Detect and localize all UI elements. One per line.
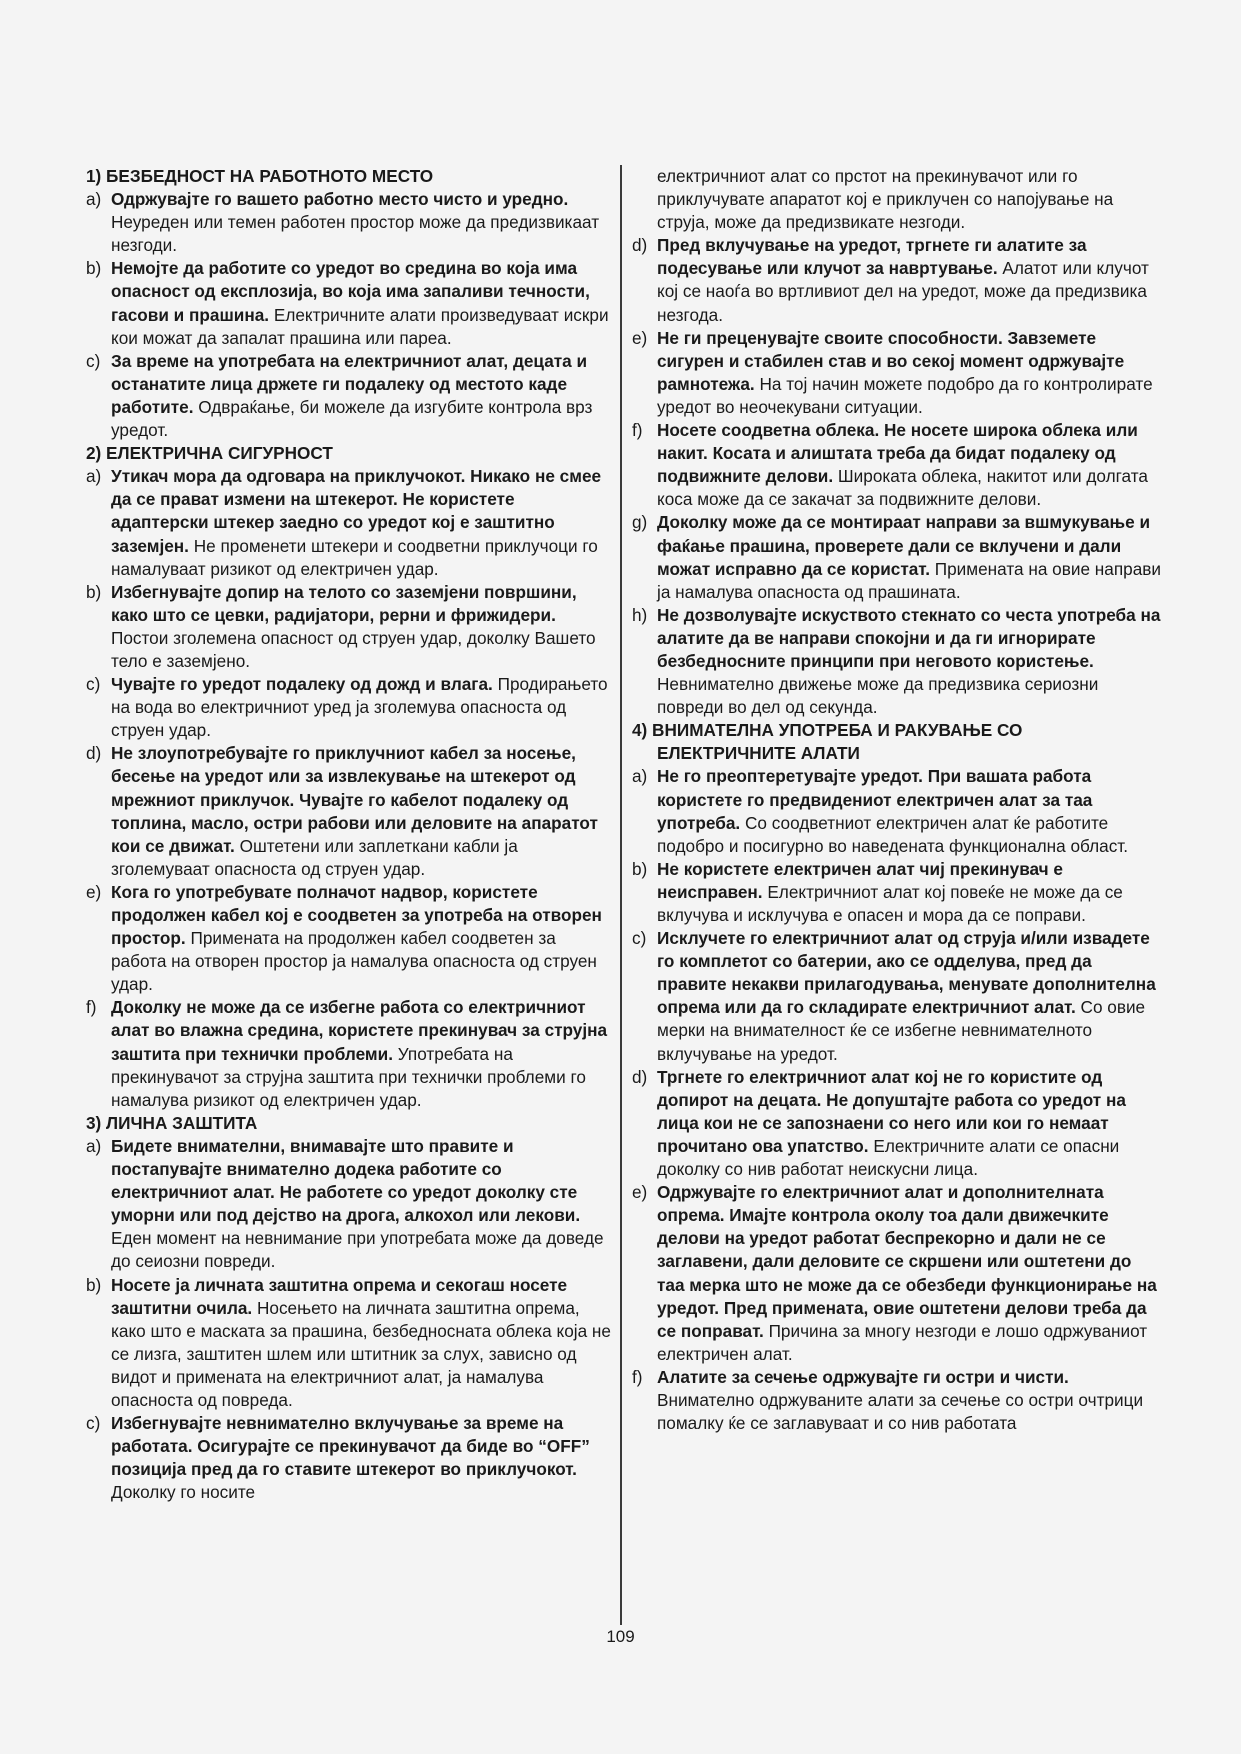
item-label: c) (86, 1413, 101, 1434)
list-item (86, 581, 614, 673)
item-label: g) (632, 512, 648, 533)
list-item (86, 188, 614, 257)
item-label: a) (86, 189, 102, 210)
item-bold-text: Не го преоптеретувајте уредот. При вашата работа користете го предвидениот електричен алат за таа употреба. (657, 766, 1093, 833)
item-bold-text: Не злоупотребувајте го приклучниот кабел за носење, бесење на уредот или за извлекување на штекерот од мрежниот приклучок. Чувајте го кабелот подалеку од топлина, масло, остри рабови или деловите на апаратот кои се движат. (111, 743, 598, 856)
item-bold-text: Утикач мора да одговара на приклучокот. Никако не смее да се прават измени на штекерот. Не користете адаптерски штекер заедно со уредот кој е заштитно заземјен. (111, 466, 602, 556)
item-bold-text: Исклучете го електричниот алат од струја и/или извадете го комплетот со батерии, ако се одделува, пред да правите некакви прилагодувања, менувате дополнителна опрема или да го складирате електричниот алат. (657, 928, 1156, 1018)
item-label: f) (86, 997, 97, 1018)
section-heading-line-2: ЕЛЕКТРИЧНИТЕ АЛАТИ (657, 743, 860, 764)
list-item (632, 1066, 1162, 1181)
list-item (632, 858, 1162, 927)
list-item (632, 1366, 1162, 1435)
item-label: e) (86, 881, 102, 902)
list-item (632, 1181, 1162, 1366)
item-bold-text: Немојте да работите со уредот во средина во која има опасност од експлозија, во која има запаливи течности, гасови и прашина. (111, 258, 590, 325)
item-label: c) (86, 350, 101, 371)
item-text: На тој начин можете подобро да го контролирате уредот во неочекувани ситуации. (657, 373, 1153, 417)
item-label: e) (632, 1182, 648, 1203)
item-label: c) (86, 674, 101, 695)
item-label: d) (86, 743, 102, 764)
item-label: h) (632, 604, 648, 625)
item-text: Причина за многу незгоди е лошо одржуваниот електричен алат. (657, 1320, 1148, 1364)
section-heading-electrical: 2) ЕЛЕКТРИЧНА СИГУРНОСТ (86, 443, 333, 464)
item-bold-text: Избегнувајте невнимателно вклучување за време на работата. Осигурајте се прекинувачот да биде во “OFF” позиција пред да го ставите штекерот во приклучокот. (111, 1413, 590, 1480)
item-text: Со соодветниот електричен алат ќе работите подобро и посигурно во наведената функционална област. (657, 812, 1129, 856)
item-text: Доколку го носите (111, 1482, 256, 1503)
list-item (632, 327, 1162, 419)
item-label: b) (632, 858, 648, 879)
item-bold-text: Одржувајте го вашето работно место чисто и уредно. (111, 189, 569, 210)
item-text: Неуреден или темен работен простор може да предизвикаат незгоди. (111, 212, 600, 256)
item-label: b) (86, 581, 102, 602)
item-text: Постои зголемена опасност од струен удар, доколку Вашето тело е заземјено. (111, 627, 596, 671)
right-column (632, 165, 1162, 1435)
item-label: e) (632, 327, 648, 348)
item-label: b) (86, 1274, 102, 1295)
item-label: a) (86, 1135, 102, 1156)
item-text: Широката облека, накитот или долгата коса може да се закачат за подвижните делови. (657, 466, 1148, 510)
item-bold-text: Бидете внимателни, внимавајте што правите и постапувајте внимателно додека работите со електричниот алат. Не работете со уредот доколку сте уморни или под дејство на дрога, алкохол или лекови. (111, 1135, 581, 1226)
item-text: Внимателно одржуваните алати за сечење со остри очтрици помалку ќе се заглавуваат и со нив работата (657, 1389, 1144, 1434)
column-divider (620, 165, 622, 1625)
list-item (632, 927, 1162, 1066)
item-bold-text: Чувајте го уредот подалеку од дожд и влага. (111, 674, 493, 695)
item-bold-text: Носете соодветна облека. Не носете широка облека или накит. Косата и алиштата треба да бидат подалеку од подвижните делови. (657, 420, 1138, 487)
item-text: Еден момент на невнимание при употребата може да доведе до сеиозни повреди. (111, 1228, 604, 1272)
item-label: f) (632, 1366, 643, 1387)
item-bold-text: Носете ја личната заштитна опрема и секогаш носете заштитни очила. (111, 1274, 568, 1318)
list-item (86, 881, 614, 996)
list-item (632, 604, 1162, 719)
item-bold-text: Тргнете го електричниот алат кој не го користите од допирот на децата. Не допуштајте работа со уредот на лица кои не се запознаени со него или кои го немаат прочитано ова упатство. (657, 1066, 1126, 1156)
list-item (86, 465, 614, 580)
list-item (632, 234, 1162, 326)
list-item (86, 673, 614, 742)
item-bold-text: Пред вклучување на уредот, тргнете ги алатите за подесување или клучот за навртување. (657, 235, 1087, 279)
list-item (86, 350, 614, 442)
item-bold-text: Одржувајте го електричниот алат и дополнителната опрема. Имајте контрола околу тоа дали движечките делови на уредот работат беспрекорно и дали не се заглавени, дали деловите се скршени или оштетени до таа мерка што не може да се обезбеди функционирање на уредот. Пред примената, овие оштетени делови треба да се поправат. (657, 1182, 1157, 1341)
list-item (632, 419, 1162, 511)
item-label: d) (632, 235, 648, 256)
list-item (632, 511, 1162, 603)
item-text: Електричниот алат кој повеќе не може да се вклучува и исклучува е опасен и мора да се поправи. (657, 881, 1123, 925)
list-item-continuation: електричниот алат со прстот на прекинувачот или го приклучувате апаратот кој е приклучен со напојување на струја, може да предизвикате незгоди. (657, 166, 1114, 233)
item-bold-text: Кога го употребувате полначот надвор, користете продолжен кабел кој е соодветен за употреба на отворен простор. (111, 881, 602, 949)
item-label: f) (632, 420, 643, 441)
item-label: a) (632, 766, 648, 787)
item-bold-text: Не ги преценувајте своите способности. Завземете сигурен и стабилен став и во секој момент одржувајте рамнотежа. (657, 327, 1125, 394)
item-text: Одвраќање, би можеле да изгубите контрола врз уредот. (111, 396, 593, 441)
left-column (86, 165, 614, 1504)
item-text: Оштетени или заплеткани кабли ја зголемуваат опасноста од струен удар. (111, 835, 518, 879)
item-bold-text: Доколку не може да се избегне работа со електричниот алат во влажна средина, користете прекинувач за струјна заштита при технички проблеми. (111, 997, 608, 1064)
list-item (86, 1412, 614, 1504)
list-item (86, 1274, 614, 1413)
item-bold-text: Не дозволувајте искуството стекнато со честа употреба на алатите да ве направи спокојни и да ги игнорирате безбедносните принципи при неговото користење. (657, 604, 1161, 671)
item-text: Електричните алати произведуваат искри кои можат да запалат прашина или пареа. (111, 304, 609, 348)
item-text: Алатот или клучот кој се наоѓа во вртливиот дел на уредот, може да предизвика незгода. (657, 258, 1149, 325)
item-bold-text: Избегнувајте допир на телото со заземјени површини, како што се цевки, радијатори, рерни и фрижидери. (111, 581, 577, 625)
item-text: Носењето на личната заштитна опрема, како што е маската за прашина, безбедносната облека која не се лизга, заштитен шлем или штитник за слух, зависно од видот и примената на електричниот алат, ја намалува опасноста од повреда. (111, 1297, 611, 1410)
item-label: a) (86, 466, 102, 487)
item-label: c) (632, 928, 647, 949)
item-text: Не променети штекери и соодветни приклучоци го намалуваат ризикот од електричен удар. (111, 535, 598, 579)
item-text: Со овие мерки на внимателност ќе се избегне невнимателното вклучување на уредот. (657, 997, 1146, 1064)
section-heading-tool-use (632, 719, 1162, 765)
item-text: Примената на овие направи ја намалува опасноста од прашината. (657, 558, 1161, 602)
item-bold-text: Не користете електричен алат чиј прекинувач е неисправен. (657, 858, 1063, 902)
item-text: Продирањето на вода во електричниот уред ја зголемува опасноста од струен удар. (111, 674, 608, 741)
item-text: Примената на продолжен кабел соодветен за работа на отворен простор ја намалува опасноста од струен удар. (111, 928, 597, 995)
list-item (86, 996, 614, 1111)
item-bold-text: Доколку може да се монтираат направи за вшмукување и фаќање прашина, проверете дали се вклучени и дали можат исправно да се користат. (657, 512, 1151, 579)
section-heading-personal-safety: 3) ЛИЧНА ЗАШТИТА (86, 1112, 258, 1133)
list-item (86, 1135, 614, 1274)
item-bold-text: За време на употребата на електричниот алат, децата и останатите лица држете ги подалеку од местото каде работите. (111, 350, 588, 417)
item-bold-text: Алатите за сечење одржувајте ги остри и чисти. (657, 1366, 1069, 1387)
item-text: Употребата на прекинувачот за струјна заштита при технички проблеми го намалува ризикот од електричен удар. (111, 1043, 586, 1110)
item-label: b) (86, 258, 102, 279)
section-heading-work-area: 1) БЕЗБЕДНОСТ НА РАБОТНОТО МЕСТО (86, 166, 434, 186)
list-item (86, 257, 614, 349)
section-heading-line-1: 4) ВНИМАТЕЛНА УПОТРЕБА И РАКУВАЊЕ СО (632, 720, 1023, 741)
item-text: Електричните алати се опасни доколку со нив работат неискусни лица. (657, 1135, 1120, 1180)
item-label: d) (632, 1066, 648, 1087)
item-text: Невнимателно движење може да предизвика сериозни повреди во дел од секунда. (657, 674, 1099, 718)
list-item (86, 742, 614, 881)
list-item (632, 765, 1162, 857)
page-number: 109 (606, 1627, 635, 1646)
